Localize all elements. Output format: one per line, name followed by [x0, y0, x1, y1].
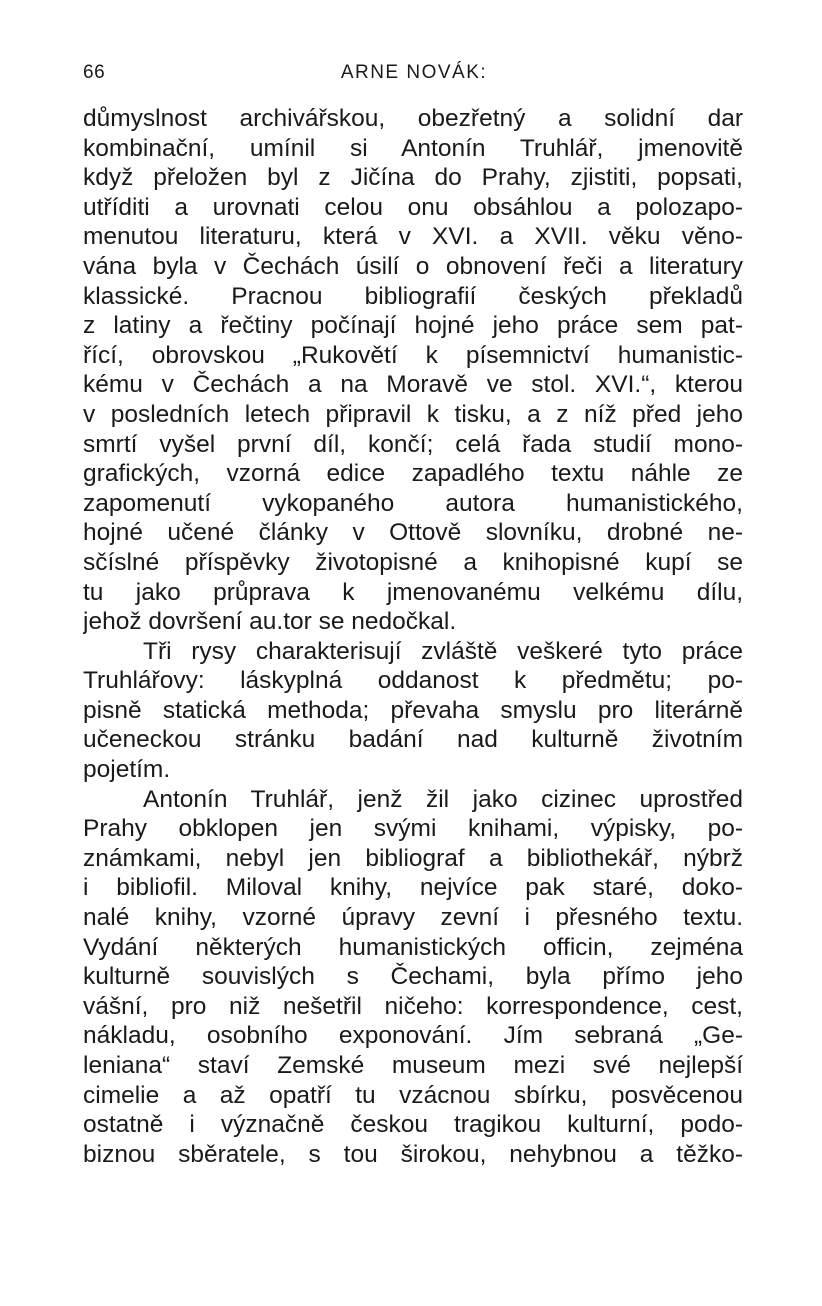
- page-number: 66: [83, 62, 106, 83]
- text-line: cimelie a až opatří tu vzácnou sbírku, posvěcenou: [83, 1081, 743, 1109]
- paragraph: [83, 637, 743, 785]
- text-line: nákladu, osobního exponování. Jím sebraná „Ge-: [83, 1022, 743, 1050]
- text-line: učeneckou stránku badání nad kulturně životním: [83, 726, 743, 754]
- text-line: z latiny a řečtiny počínají hojné jeho práce sem pat-: [83, 312, 743, 340]
- text-line: kulturně souvislých s Čechami, byla přímo jeho: [83, 963, 743, 991]
- paragraph: [83, 104, 743, 637]
- text-line: zapomenutí vykopaného autora humanistického,: [83, 489, 743, 517]
- text-line: smrtí vyšel první díl, končí; celá řada studií mono-: [83, 430, 743, 458]
- text-line: řící, obrovskou „Rukovětí k písemnictví humanistic-: [83, 341, 743, 369]
- text-line: Antonín Truhlář, jenž žil jako cizinec uprostřed: [143, 785, 743, 813]
- text-line: menutou literaturu, která v XVI. a XVII. věku věno-: [83, 223, 743, 251]
- text-line: ostatně i význačně českou tragikou kulturní, podo-: [83, 1111, 743, 1139]
- text-line: klassické. Pracnou bibliografií českých překladů: [83, 282, 743, 310]
- text-line: vášní, pro niž nešetřil ničeho: korrespondence, cest,: [83, 992, 743, 1020]
- body-text: [83, 104, 743, 1169]
- text-line: vána byla v Čechách úsilí o obnovení řeči a literatury: [83, 252, 743, 280]
- text-line: grafických, vzorná edice zapadlého textu náhle ze: [83, 460, 743, 488]
- text-line: sčíslné příspěvky životopisné a knihopisné kupí se: [83, 548, 743, 576]
- text-line: hojné učené články v Ottově slovníku, drobné ne-: [83, 519, 743, 547]
- text-line: důmyslnost archivářskou, obezřetný a solidní dar: [83, 105, 743, 132]
- text-line: utříditi a urovnati celou onu obsáhlou a polozapo-: [83, 193, 743, 221]
- text-line: kombinační, umínil si Antonín Truhlář, jmenovitě: [83, 134, 743, 162]
- text-line: v posledních letech připravil k tisku, a z níž před jeho: [83, 400, 743, 428]
- text-line: tu jako průprava k jmenovanému velkému dílu,: [83, 578, 743, 606]
- paragraph: [83, 785, 743, 1170]
- text-line: známkami, nebyl jen bibliograf a bibliothekář, nýbrž: [83, 844, 743, 872]
- text-line: nalé knihy, vzorné úpravy zevní i přesného textu.: [83, 904, 743, 932]
- text-line: i bibliofil. Miloval knihy, nejvíce pak staré, doko-: [83, 874, 743, 902]
- text-line: Tři rysy charakterisují zvláště veškeré tyto práce: [143, 637, 743, 665]
- text-line: leniana“ staví Zemské museum mezi své nejlepší: [83, 1052, 743, 1079]
- page-header: [83, 62, 745, 92]
- text-line: Prahy obklopen jen svými knihami, výpisky, po-: [83, 815, 743, 843]
- text-line: když přeložen byl z Jičína do Prahy, zjistiti, popsati,: [83, 164, 743, 192]
- text-line: Vydání některých humanistických officin, zejména: [83, 933, 743, 961]
- text-line: kému v Čechách a na Moravě ve stol. XVI.“, kterou: [83, 371, 743, 399]
- running-head: ARNE NOVÁK:: [340, 62, 488, 83]
- text-line: jehož dovršení au.tor se nedočkal.: [83, 608, 457, 636]
- text-line: biznou sběratele, s tou širokou, nehybnou a těžko-: [83, 1140, 743, 1168]
- text-line: Truhlářovy: láskyplná oddanost k předmětu; po-: [83, 667, 743, 695]
- text-line: pisně statická methoda; převaha smyslu pro literárně: [83, 696, 743, 724]
- text-line: pojetím.: [83, 756, 171, 784]
